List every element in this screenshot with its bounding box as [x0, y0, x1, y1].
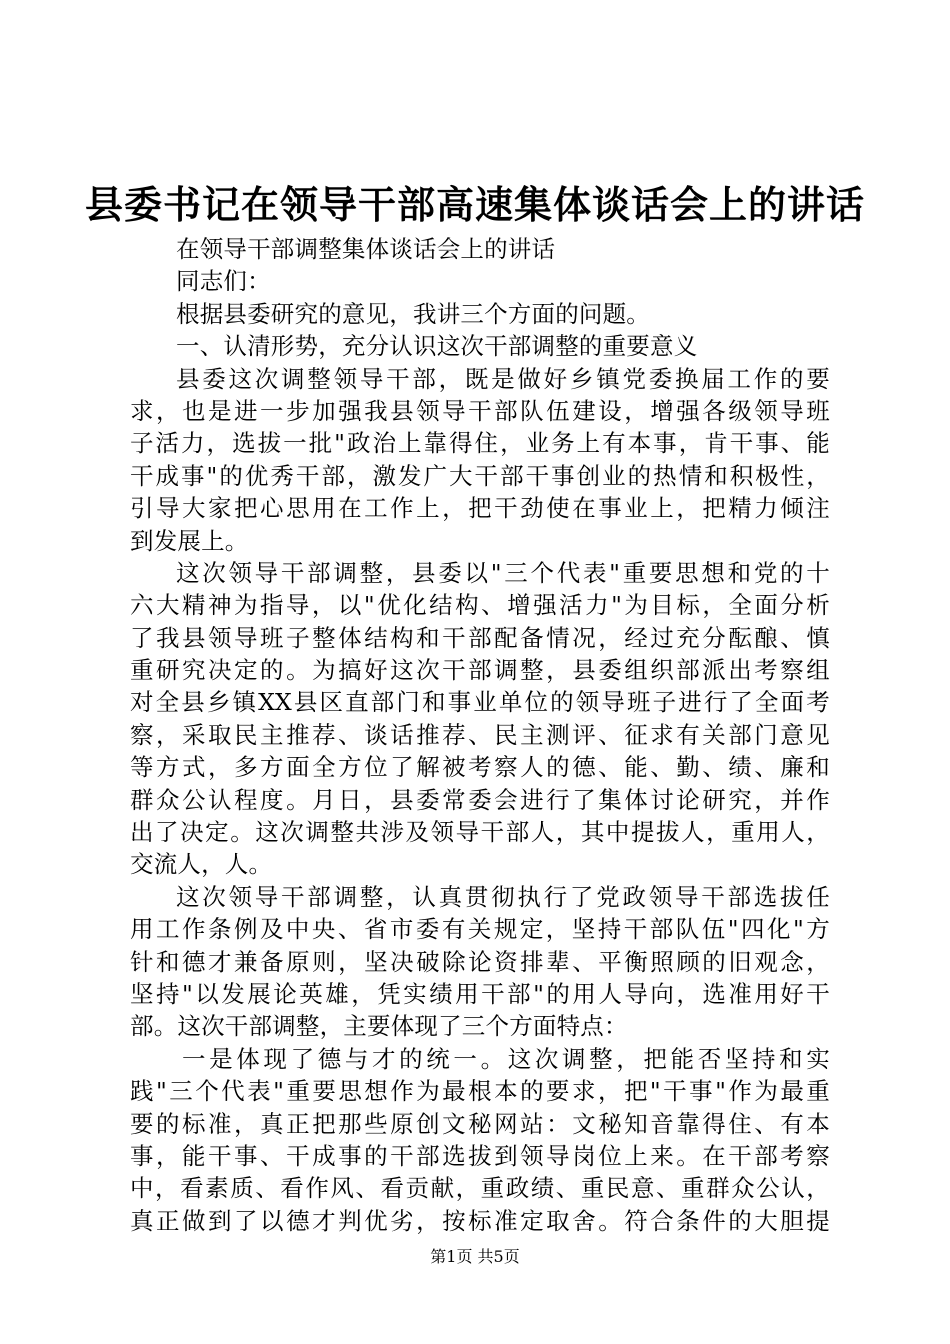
text-line: 同志们：: [176, 267, 271, 296]
text-line: 到发展上。: [130, 526, 249, 555]
text-line: 真正做到了以德才判优劣，按标准定取舍。符合条件的大胆提: [130, 1206, 830, 1235]
text-line: 这次领导干部调整，认真贯彻执行了党政领导干部选拔任: [176, 882, 830, 911]
text-line: 中，看素质、看作风、看贡献，重政绩、重民意、重群众公认，: [130, 1174, 830, 1203]
text-line: 子活力，选拔一批"政治上靠得住，业务上有本事，肯干事、能: [130, 429, 830, 458]
text-line: 对全县乡镇XX县区直部门和事业单位的领导班子进行了全面考: [130, 688, 830, 717]
text-line: 县委这次调整领导干部，既是做好乡镇党委换届工作的要: [176, 364, 830, 393]
text-line: 要的标准，真正把那些原创文秘网站：文秘知音靠得住、有本: [130, 1109, 830, 1138]
text-line: 这次领导干部调整，县委以"三个代表"重要思想和党的十: [176, 558, 830, 587]
text-line: 一是体现了德与才的统一。这次调整，把能否坚持和实: [182, 1044, 830, 1073]
text-line: 践"三个代表"重要思想作为最根本的要求，把"干事"作为最重: [130, 1077, 830, 1106]
text-line: 一、认清形势，充分认识这次干部调整的重要意义: [176, 332, 698, 361]
text-line: 事，能干事、干成事的干部选拔到领导岗位上来。在干部考察: [130, 1141, 830, 1170]
document-title: 县委书记在领导干部高速集体谈话会上的讲话: [84, 183, 865, 227]
text-line: 部。这次干部调整，主要体现了三个方面特点：: [130, 1012, 628, 1041]
text-line: 出了决定。这次调整共涉及领导干部人，其中提拔人，重用人，: [130, 818, 830, 847]
text-line: 针和德才兼备原则，坚决破除论资排辈、平衡照顾的旧观念，: [130, 947, 830, 976]
page-number: 第1页 共5页: [430, 1247, 520, 1266]
text-line: 用工作条例及中央、省市委有关规定，坚持干部队伍"四化"方: [130, 915, 830, 944]
text-line: 重研究决定的。为搞好这次干部调整，县委组织部派出考察组: [130, 656, 830, 685]
text-line: 在领导干部调整集体谈话会上的讲话: [176, 235, 556, 263]
text-line: 群众公认程度。月日，县委常委会进行了集体讨论研究，并作: [130, 785, 830, 814]
text-line: 坚持"以发展论英雄，凭实绩用干部"的用人导向，选准用好干: [130, 979, 830, 1008]
text-line: 引导大家把心思用在工作上，把干劲使在事业上，把精力倾注: [130, 494, 830, 523]
text-line: 交流人，人。: [130, 850, 273, 879]
text-line: 了我县领导班子整体结构和干部配备情况，经过充分酝酿、慎: [130, 623, 830, 652]
text-line: 等方式，多方面全方位了解被考察人的德、能、勤、绩、廉和: [130, 753, 830, 782]
text-line: 求，也是进一步加强我县领导干部队伍建设，增强各级领导班: [130, 396, 830, 425]
text-line: 六大精神为指导，以"优化结构、增强活力"为目标，全面分析: [130, 591, 830, 620]
text-line: 干成事"的优秀干部，激发广大干部干事创业的热情和积极性，: [130, 461, 830, 490]
text-line: 根据县委研究的意见，我讲三个方面的问题。: [176, 299, 650, 328]
document-body: [130, 233, 830, 1237]
text-line: 察，采取民主推荐、谈话推荐、民主测评、征求有关部门意见: [130, 720, 830, 749]
